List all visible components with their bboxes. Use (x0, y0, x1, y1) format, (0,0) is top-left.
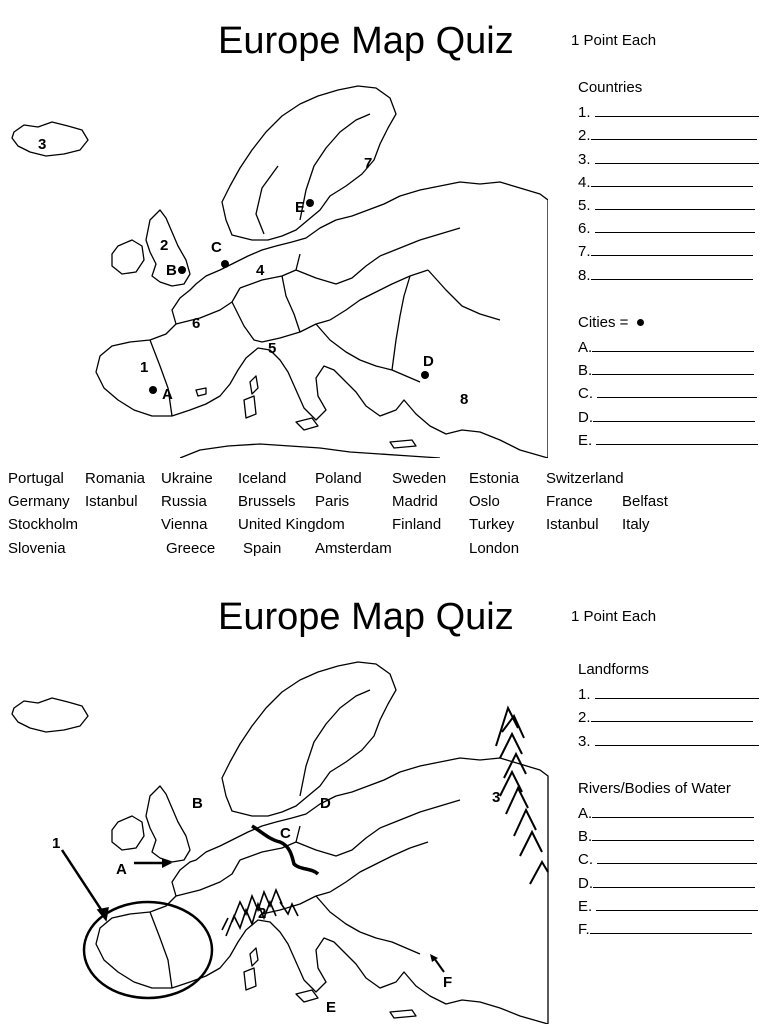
city-label-d: D (423, 353, 434, 370)
quiz1-europe-map (0, 70, 548, 458)
word-bank-item: Poland (315, 470, 362, 487)
sardinia-outline (244, 968, 256, 990)
word-bank-item: London (469, 540, 520, 557)
country-answer-2[interactable]: 2. (578, 124, 759, 147)
water-answer-a[interactable]: A. (578, 802, 759, 825)
word-bank-item: Paris (315, 493, 350, 510)
iceland-outline (12, 698, 88, 732)
city-dot-e (306, 199, 314, 207)
city-answer-e[interactable]: E. (578, 429, 759, 452)
country-answer-5[interactable]: 5. (578, 194, 759, 217)
scandinavia-outline (222, 662, 396, 816)
water-label-e: E (326, 999, 337, 1016)
quiz1-title: Europe Map Quiz (218, 20, 514, 62)
word-bank-item: Greece (166, 540, 216, 557)
country-answer-4[interactable]: 4. (578, 171, 759, 194)
quiz2-points-note: 1 Point Each (571, 608, 657, 625)
landform-label-2: 2 (258, 905, 267, 922)
landform-1-arrow (62, 850, 104, 914)
word-bank-item: Belfast (622, 493, 668, 510)
africa-coast (180, 444, 440, 458)
country-label-2: 2 (160, 237, 169, 254)
word-bank-item: United Kingdom (238, 516, 345, 533)
water-heading: Rivers/Bodies of Water (578, 779, 731, 797)
ireland-outline (112, 816, 144, 850)
word-bank-item: Ukraine (161, 470, 213, 487)
ural-mountain-icons (496, 708, 548, 884)
water-answer-c[interactable]: C. (578, 848, 759, 871)
country-label-1: 1 (140, 359, 149, 376)
city-dot-icon (637, 319, 644, 326)
word-bank-item: Iceland (238, 470, 287, 487)
landform-answer-2[interactable]: 2. (578, 706, 759, 729)
quiz2-answer-panel (578, 658, 759, 941)
country-answer-6[interactable]: 6. (578, 217, 759, 240)
sicily-outline (296, 418, 318, 430)
word-bank-item: Romania (85, 470, 146, 487)
country-label-4: 4 (256, 262, 265, 279)
word-bank-item: Estonia (469, 470, 520, 487)
quiz1-answer-panel (578, 76, 759, 452)
iceland-outline (12, 122, 88, 156)
country-answer-3[interactable]: 3. (578, 148, 759, 171)
landform-label-1: 1 (52, 835, 61, 852)
water-label-a: A (116, 861, 127, 878)
corsica-outline (250, 948, 258, 966)
city-label-c: C (211, 239, 222, 256)
word-bank-item: Oslo (469, 493, 500, 510)
sicily-outline (296, 990, 318, 1002)
country-label-5: 5 (268, 340, 277, 357)
crete-outline (390, 1010, 416, 1018)
quiz1-points-note: 1 Point Each (571, 32, 657, 49)
city-answer-b[interactable]: B. (578, 359, 759, 382)
city-label-b: B (166, 262, 177, 279)
word-bank-item: Istanbul (546, 516, 599, 533)
water-label-d: D (320, 795, 331, 812)
water-f-arrow (434, 958, 444, 972)
word-bank-item: Spain (243, 540, 282, 557)
quiz2-europe-map (0, 646, 560, 1024)
word-bank-item: Slovenia (8, 540, 66, 557)
word-bank-item: Italy (622, 516, 650, 533)
country-label-8: 8 (460, 391, 469, 408)
country-label-6: 6 (192, 315, 201, 332)
word-bank-item: Germany (8, 493, 70, 510)
word-bank-item: Stockholm (8, 516, 79, 533)
countries-heading: Countries (578, 79, 643, 96)
word-bank-item: Turkey (469, 516, 515, 533)
city-dot-d (421, 371, 429, 379)
word-bank-item: Istanbul (85, 493, 138, 510)
word-bank-item: Sweden (392, 470, 447, 487)
city-dot-b (178, 266, 186, 274)
word-bank-item: Brussels (238, 493, 296, 510)
landform-answer-3[interactable]: 3. (578, 730, 759, 753)
water-answer-e[interactable]: E. (578, 895, 759, 918)
city-label-a: A (162, 386, 173, 403)
balearics-outline (196, 388, 206, 396)
landform-answer-1[interactable]: 1. (578, 683, 759, 706)
britain-outline (146, 786, 190, 862)
word-bank-item: Finland (392, 516, 442, 533)
sardinia-outline (244, 396, 256, 418)
cities-heading: Cities = (578, 311, 759, 334)
city-dot-c (221, 260, 229, 268)
word-bank-item: Vienna (161, 516, 208, 533)
word-bank-item: Portugal (8, 470, 64, 487)
country-answer-7[interactable]: 7. (578, 240, 759, 263)
city-answer-d[interactable]: D. (578, 406, 759, 429)
word-bank-item: France (546, 493, 593, 510)
country-answer-1[interactable]: 1. (578, 101, 759, 124)
country-label-3: 3 (38, 136, 47, 153)
water-answer-d[interactable]: D. (578, 872, 759, 895)
quiz2-title: Europe Map Quiz (218, 596, 514, 638)
water-answer-f[interactable]: F. (578, 918, 759, 941)
water-label-b: B (192, 795, 203, 812)
water-answer-b[interactable]: B. (578, 825, 759, 848)
country-answer-8[interactable]: 8. (578, 264, 759, 287)
city-dot-a (149, 386, 157, 394)
water-label-f: F (443, 974, 453, 991)
crete-outline (390, 440, 416, 448)
word-bank-item: Russia (161, 493, 207, 510)
city-answer-c[interactable]: C. (578, 382, 759, 405)
city-answer-a[interactable]: A. (578, 336, 759, 359)
landform-label-3: 3 (492, 789, 501, 806)
mainland-outline (96, 182, 548, 458)
ireland-outline (112, 240, 144, 274)
water-label-c: C (280, 825, 291, 842)
corsica-outline (250, 376, 258, 394)
landforms-heading: Landforms (578, 661, 649, 678)
word-bank-item: Madrid (392, 493, 438, 510)
city-label-e: E (295, 199, 306, 216)
country-label-7: 7 (364, 155, 373, 172)
word-bank-item: Amsterdam (315, 540, 392, 557)
word-bank-item: Switzerland (546, 470, 624, 487)
